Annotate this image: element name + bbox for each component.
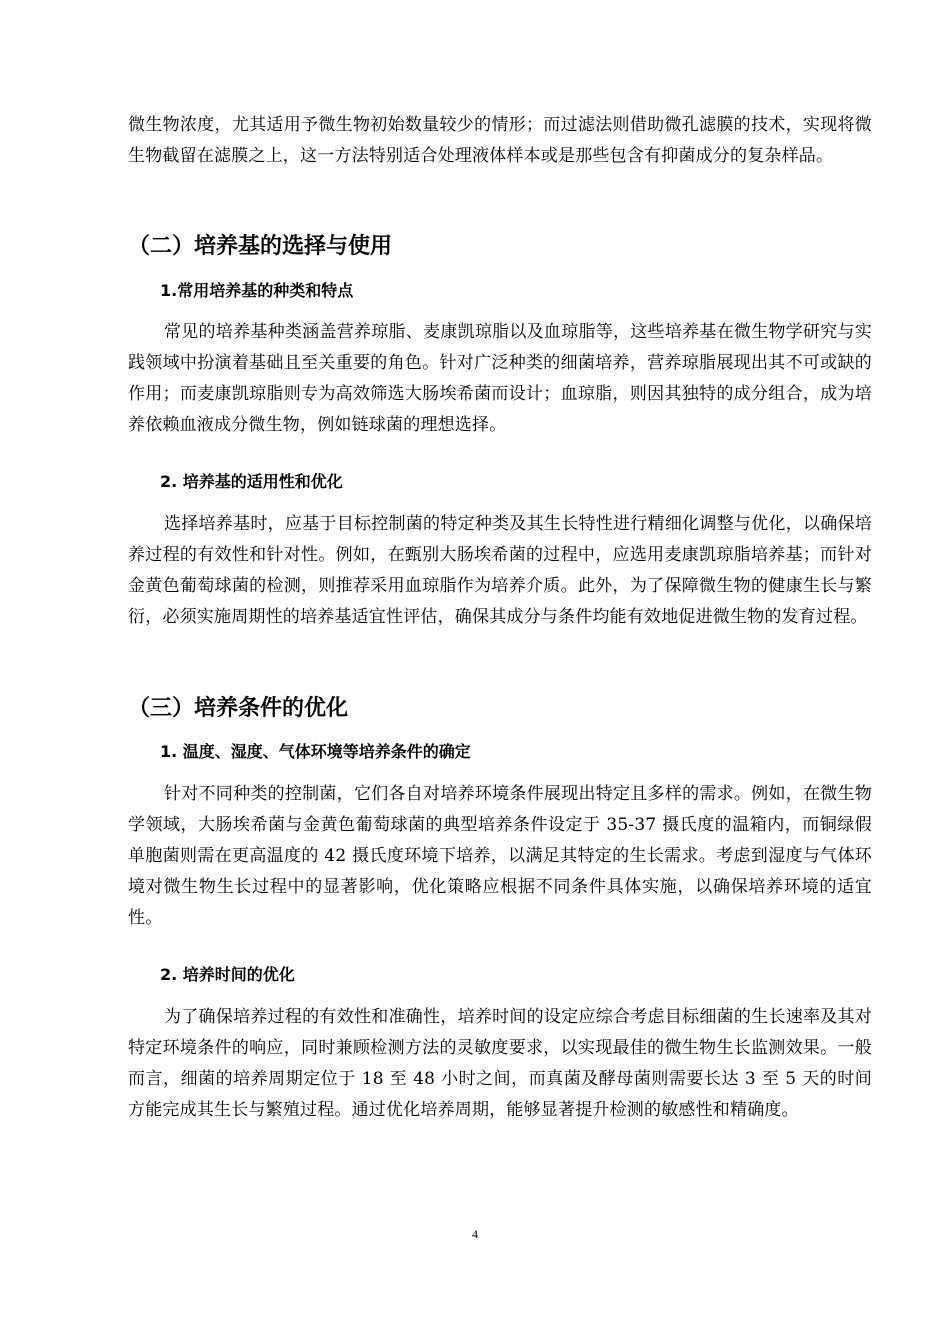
subheading-media-types: 1.常用培养基的种类和特点 [160,281,354,300]
subheading-environment: 1. 温度、湿度、气体环境等培养条件的确定 [160,742,471,761]
paragraph-culture-time: 为了确保培养过程的有效性和准确性，培养时间的设定应综合考虑目标细菌的生长速率及其对特定环境条件的响应，同时兼顾检测方法的灵敏度要求，以实现最佳的微生物生长监测效果。一般而言，细菌的培养周期定位于 18 至 48 小时之间，而真菌及酵母菌则需要长达 3 至 5 天的时间方能完成其生长与繁殖过程。通过优化培养周期，能够显著提升检测的敏感性和精确度。 [128,1007,872,1120]
subheading-culture-time: 2. 培养时间的优化 [160,965,295,984]
paragraph-environment: 针对不同种类的控制菌，它们各自对培养环境条件展现出特定且多样的需求。例如，在微生物学领域，大肠埃希菌与金黄色葡萄球菌的典型培养条件设定于 35-37 摄氏度的温箱内，而铜绿假单胞菌则需在更高温度的 42 摄氏度环境下培养，以满足其特定的生长需求。考虑到湿度与气体环境对微生物生长过程中的显著影响，优化策略应根据不同条件具体实施，以确保培养环境的适宜性。 [128,784,872,928]
subheading-media-optimization: 2. 培养基的适用性和优化 [160,472,343,491]
page-number: 4 [472,1227,478,1241]
section-heading-conditions: （三）培养条件的优化 [128,696,349,721]
intro-paragraph: 微生物浓度，尤其适用予微生物初始数量较少的情形；而过滤法则借助微孔滤膜的技术，实现将微生物截留在滤膜之上，这一方法特别适合处理液体样本或是那些包含有抑菌成分的复杂样品。 [128,115,872,166]
paragraph-media-types: 常见的培养基种类涵盖营养琼脂、麦康凯琼脂以及血琼脂等，这些培养基在微生物学研究与实践领域中扮演着基础且至关重要的角色。针对广泛种类的细菌培养，营养琼脂展现出其不可或缺的作用；而麦康凯琼脂则专为高效筛选大肠埃希菌而设计；血琼脂，则因其独特的成分组合，成为培养依赖血液成分微生物，例如链球菌的理想选择。 [128,322,872,435]
section-heading-media: （二）培养基的选择与使用 [128,234,393,259]
paragraph-media-optimization: 选择培养基时，应基于目标控制菌的特定种类及其生长特性进行精细化调整与优化，以确保培养过程的有效性和针对性。例如，在甄别大肠埃希菌的过程中，应选用麦康凯琼脂培养基；而针对金黄色葡萄球菌的检测，则推荐采用血琼脂作为培养介质。此外，为了保障微生物的健康生长与繁衍，必须实施周期性的培养基适宜性评估，确保其成分与条件均能有效地促进微生物的发育过程。 [128,514,872,627]
